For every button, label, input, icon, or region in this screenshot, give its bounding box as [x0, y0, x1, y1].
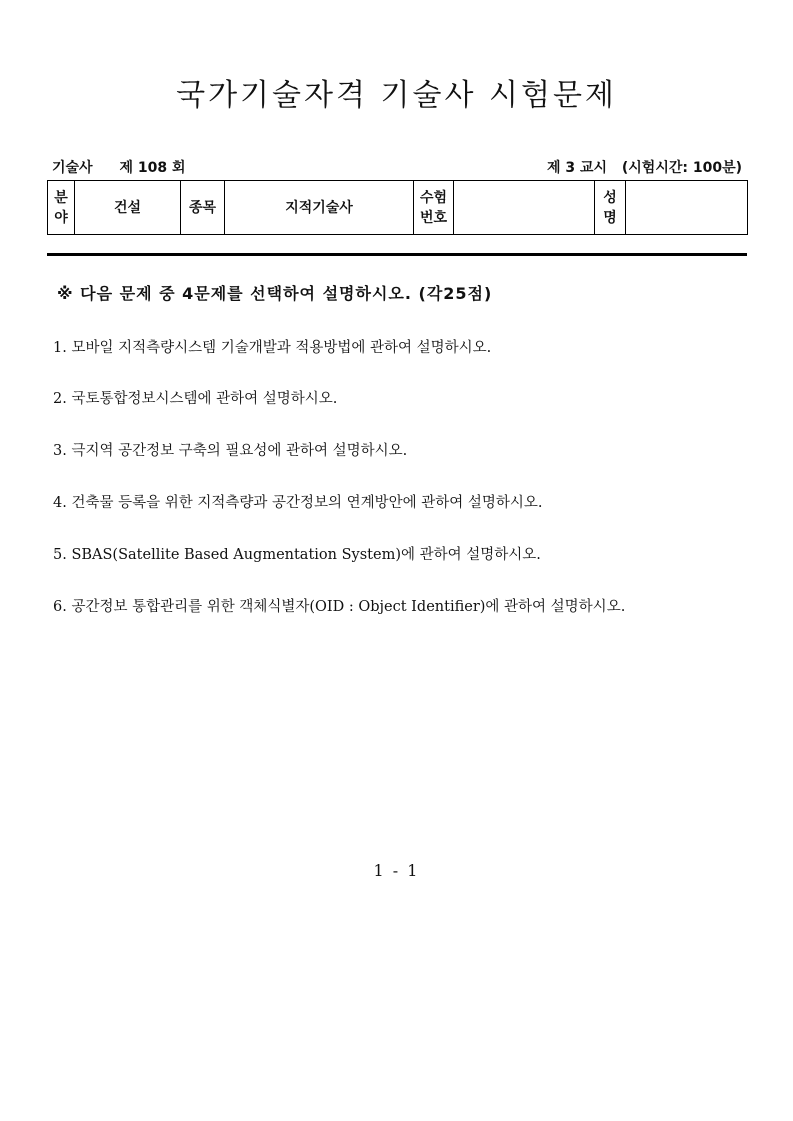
name-label-top: 성: [603, 189, 617, 206]
exam-number-label-top: 수험: [419, 189, 448, 206]
divider-line: [47, 253, 747, 256]
session-label: 제 3 교시: [546, 160, 607, 176]
question-item: 3. 극지역 공간정보 구축의 필요성에 관하여 설명하시오.: [53, 443, 408, 459]
exam-info-table: [47, 180, 748, 235]
field-value-cell: 건설: [75, 181, 181, 235]
name-label-bottom: 명: [603, 209, 617, 226]
category-label: 기술사: [52, 160, 93, 176]
question-item: 1. 모바일 지적측량시스템 기술개발과 적용방법에 관하여 설명하시오.: [53, 340, 492, 356]
question-item: 5. SBAS(Satellite Based Augmentation System)에 관하여 설명하시오.: [53, 547, 541, 563]
time-label: (시험시간: 100분): [621, 160, 742, 176]
exam-number-field[interactable]: [454, 181, 595, 235]
name-label-cell: [595, 181, 626, 235]
exam-info-line: [52, 157, 742, 177]
question-item: 2. 국토통합정보시스템에 관하여 설명하시오.: [53, 391, 338, 407]
round-label: 제 108 회: [119, 160, 186, 176]
field-label-cell: [48, 181, 75, 235]
question-item: 6. 공간정보 통합관리를 위한 객체식별자(OID : Object Identifier)에 관하여 설명하시오.: [53, 599, 626, 615]
exam-number-label-cell: [414, 181, 454, 235]
document-title: 국가기술자격 기술사 시험문제: [176, 78, 617, 113]
field-label-top: 분: [54, 189, 68, 206]
type-label-cell: 종목: [181, 181, 225, 235]
type-value-cell: 지적기술사: [225, 181, 414, 235]
name-field[interactable]: [626, 181, 748, 235]
page-number: 1 - 1: [373, 861, 420, 880]
instruction-text: ※ 다음 문제 중 4문제를 선택하여 설명하시오. (각25점): [57, 284, 493, 303]
field-label-bottom: 야: [54, 209, 68, 226]
question-item: 4. 건축물 등록을 위한 지적측량과 공간정보의 연계방안에 관하여 설명하시오.: [53, 495, 543, 511]
exam-number-label-bottom: 번호: [419, 209, 448, 226]
